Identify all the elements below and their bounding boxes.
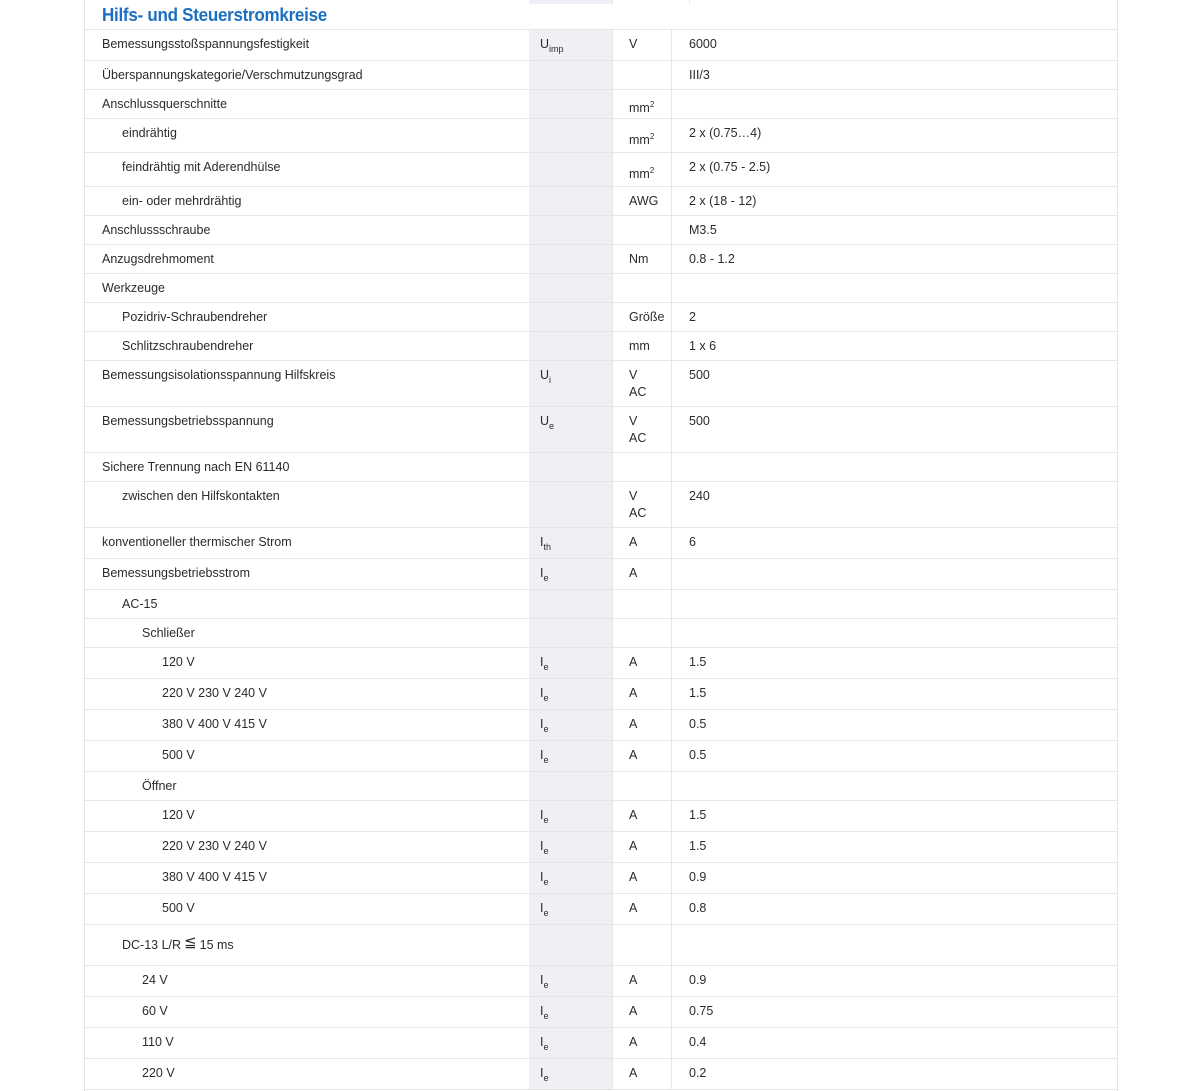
- spec-row: [85, 361, 1117, 407]
- spec-value: 240: [689, 489, 710, 503]
- spec-row: [85, 894, 1117, 925]
- symbol-base: I: [540, 839, 544, 853]
- symbol-subscript: e: [543, 724, 549, 734]
- spec-value: [672, 925, 1117, 965]
- spec-label: [85, 153, 529, 186]
- unit-superscript: 2: [649, 166, 655, 175]
- spec-label-text: 120 V: [162, 808, 195, 822]
- spec-unit: [612, 710, 672, 740]
- spec-unit: [612, 528, 672, 558]
- unit-text: A: [629, 655, 638, 669]
- symbol-subscript: e: [543, 877, 549, 887]
- unit-text: A: [629, 870, 638, 884]
- spec-symbol: [529, 894, 612, 924]
- spec-value: 6000: [689, 37, 717, 51]
- spec-row: [85, 1028, 1117, 1059]
- spec-label-text: Pozidriv-Schraubendreher: [122, 310, 268, 324]
- spec-symbol: [529, 772, 612, 800]
- spec-value: 500: [689, 414, 710, 428]
- spec-label-text: AC-15: [122, 597, 158, 611]
- spec-value: 1 x 6: [689, 339, 717, 353]
- spec-unit: [612, 648, 672, 678]
- symbol-base: I: [540, 686, 544, 700]
- spec-label: [85, 997, 529, 1027]
- spec-label: [85, 30, 529, 60]
- spec-row: [85, 559, 1117, 590]
- spec-row: [85, 119, 1117, 153]
- less-equal-symbol: ≦: [184, 934, 197, 951]
- spec-symbol: [529, 61, 612, 89]
- unit-text: A: [629, 1066, 638, 1080]
- unit-text: mm: [629, 167, 650, 181]
- symbol-base: I: [540, 535, 544, 549]
- symbol-subscript: e: [543, 815, 549, 825]
- spec-unit: [612, 407, 672, 452]
- symbol-subscript: e: [543, 1042, 549, 1052]
- spec-label-text: feindrähtig mit Aderendhülse: [122, 160, 281, 174]
- spec-unit: [612, 119, 672, 152]
- spec-symbol: [529, 528, 612, 558]
- spec-value: 0.5: [689, 717, 707, 731]
- spec-unit: [612, 679, 672, 709]
- spec-label: [85, 61, 529, 89]
- spec-symbol: [529, 741, 612, 771]
- section-header: [85, 0, 1117, 30]
- spec-row: [85, 619, 1117, 648]
- spec-label: [85, 863, 529, 893]
- spec-label-text: Öffner: [142, 779, 177, 793]
- spec-symbol: [529, 1059, 612, 1089]
- unit-superscript: 2: [649, 100, 655, 109]
- spec-label: [85, 1059, 529, 1089]
- spec-symbol: [529, 119, 612, 152]
- spec-value: 0.5: [689, 748, 707, 762]
- unit-text: V AC: [629, 368, 647, 399]
- spec-label: [85, 407, 529, 452]
- spec-symbol: [529, 648, 612, 678]
- spec-label: [85, 619, 529, 647]
- spec-symbol: [529, 245, 612, 273]
- spec-label: [85, 710, 529, 740]
- spec-value: [672, 453, 1117, 481]
- unit-text: A: [629, 748, 638, 762]
- symbol-subscript: e: [543, 755, 549, 765]
- spec-unit: [612, 741, 672, 771]
- spec-unit: [612, 361, 672, 406]
- spec-unit: [612, 772, 672, 800]
- spec-symbol: [529, 1028, 612, 1058]
- spec-label-text: 60 V: [142, 1004, 168, 1018]
- spec-row: [85, 590, 1117, 619]
- spec-unit: [612, 559, 672, 589]
- spec-label-text: 220 V 230 V 240 V: [162, 686, 267, 700]
- spec-symbol: [529, 361, 612, 406]
- spec-unit: [612, 245, 672, 273]
- spec-label: [85, 925, 529, 965]
- unit-text: A: [629, 839, 638, 853]
- symbol-subscript: i: [549, 375, 552, 385]
- spec-value: 2 x (0.75…4): [689, 126, 762, 140]
- spec-label-text: Sichere Trennung nach EN 61140: [102, 460, 290, 474]
- spec-label-text: Schließer: [142, 626, 195, 640]
- spec-symbol: [529, 216, 612, 244]
- spec-symbol: [529, 801, 612, 831]
- symbol-base: U: [540, 368, 550, 382]
- section-title: Hilfs- und Steuerstromkreise: [102, 4, 327, 25]
- unit-text: A: [629, 1004, 638, 1018]
- spec-unit: [612, 303, 672, 331]
- spec-symbol: [529, 619, 612, 647]
- symbol-base: I: [540, 717, 544, 731]
- spec-unit: [612, 153, 672, 186]
- spec-symbol: [529, 332, 612, 360]
- spec-label: [85, 90, 529, 118]
- spec-value: [672, 90, 1117, 118]
- spec-row: [85, 528, 1117, 559]
- spec-value: 1.5: [689, 686, 707, 700]
- symbol-base: I: [540, 973, 544, 987]
- symbol-base: I: [540, 1035, 544, 1049]
- spec-label-text: Überspannungskategorie/Verschmutzungsgrad: [102, 68, 363, 82]
- spec-rows: [85, 30, 1117, 1090]
- spec-symbol: [529, 90, 612, 118]
- unit-text: A: [629, 717, 638, 731]
- symbol-base: I: [540, 870, 544, 884]
- spec-row: [85, 710, 1117, 741]
- spec-value: 2 x (0.75 - 2.5): [689, 160, 771, 174]
- spec-row: [85, 187, 1117, 216]
- spec-label: [85, 894, 529, 924]
- symbol-subscript: e: [543, 980, 549, 990]
- spec-label-text: zwischen den Hilfskontakten: [122, 489, 280, 503]
- spec-label-text: Bemessungsbetriebsstrom: [102, 566, 250, 580]
- spec-symbol: [529, 966, 612, 996]
- spec-symbol: [529, 559, 612, 589]
- spec-label-text: Werkzeuge: [102, 281, 165, 295]
- symbol-subscript: e: [543, 1011, 549, 1021]
- spec-label: [85, 772, 529, 800]
- spec-value: 6: [689, 535, 696, 549]
- spec-unit: [612, 482, 672, 527]
- spec-unit: [612, 619, 672, 647]
- spec-value: [672, 274, 1117, 302]
- spec-value: [672, 590, 1117, 618]
- symbol-subscript: e: [543, 693, 549, 703]
- spec-row: [85, 482, 1117, 528]
- unit-text: V: [629, 37, 638, 51]
- spec-label: [85, 679, 529, 709]
- symbol-subscript: e: [543, 846, 549, 856]
- spec-unit: [612, 453, 672, 481]
- spec-symbol: [529, 407, 612, 452]
- spec-label-text: 380 V 400 V 415 V: [162, 870, 267, 884]
- spec-label-text: Schlitzschraubendreher: [122, 339, 254, 353]
- spec-label-text: 120 V: [162, 655, 195, 669]
- spec-symbol: [529, 997, 612, 1027]
- spec-row: [85, 832, 1117, 863]
- spec-row: [85, 216, 1117, 245]
- spec-value: [672, 772, 1117, 800]
- unit-text: Nm: [629, 252, 649, 266]
- spec-row: [85, 153, 1117, 187]
- unit-text: mm: [629, 101, 650, 115]
- spec-symbol: [529, 863, 612, 893]
- spec-label-text: 380 V 400 V 415 V: [162, 717, 267, 731]
- spec-value: 0.8 - 1.2: [689, 252, 735, 266]
- spec-symbol: [529, 153, 612, 186]
- symbol-base: I: [540, 901, 544, 915]
- spec-symbol: [529, 30, 612, 60]
- spec-label: [85, 332, 529, 360]
- symbol-base: I: [540, 655, 544, 669]
- symbol-base: I: [540, 808, 544, 822]
- spec-label-text: 110 V: [142, 1035, 174, 1049]
- spec-symbol: [529, 925, 612, 965]
- spec-unit: [612, 187, 672, 215]
- unit-text: A: [629, 901, 638, 915]
- spec-row: [85, 245, 1117, 274]
- spec-unit: [612, 274, 672, 302]
- spec-symbol: [529, 274, 612, 302]
- spec-value: 2 x (18 - 12): [689, 194, 757, 208]
- spec-unit: [612, 894, 672, 924]
- spec-unit: [612, 832, 672, 862]
- symbol-subscript: imp: [549, 44, 564, 54]
- spec-symbol: [529, 303, 612, 331]
- spec-unit: [612, 1028, 672, 1058]
- spec-label: [85, 303, 529, 331]
- spec-label: [85, 361, 529, 406]
- spec-unit: [612, 966, 672, 996]
- spec-row: [85, 741, 1117, 772]
- symbol-base: U: [540, 414, 550, 428]
- symbol-base: I: [540, 1004, 544, 1018]
- spec-symbol: [529, 590, 612, 618]
- spec-row: [85, 679, 1117, 710]
- unit-superscript: 2: [649, 132, 655, 141]
- spec-label-text: 24 V: [142, 973, 168, 987]
- spec-row: [85, 648, 1117, 679]
- unit-text: A: [629, 686, 638, 700]
- spec-unit: [612, 1059, 672, 1089]
- spec-label-text: Bemessungsbetriebsspannung: [102, 414, 274, 428]
- unit-text: A: [629, 535, 638, 549]
- spec-symbol: [529, 482, 612, 527]
- spec-value: 0.9: [689, 973, 707, 987]
- unit-text: V AC: [629, 414, 647, 445]
- spec-row: [85, 997, 1117, 1028]
- spec-label: [85, 648, 529, 678]
- spec-row: [85, 407, 1117, 453]
- spec-label-text: DC-13 L/R: [122, 938, 182, 952]
- symbol-subscript: e: [543, 1073, 549, 1083]
- spec-label-text: konventioneller thermischer Strom: [102, 535, 292, 549]
- spec-label: [85, 559, 529, 589]
- spec-row: [85, 332, 1117, 361]
- spec-value: 0.9: [689, 870, 707, 884]
- spec-symbol: [529, 453, 612, 481]
- spec-label: [85, 528, 529, 558]
- spec-label-text: Bemessungsstoßspannungsfestigkeit: [102, 37, 310, 51]
- spec-row: [85, 30, 1117, 61]
- symbol-subscript: e: [543, 662, 549, 672]
- spec-value: 1.5: [689, 839, 707, 853]
- spec-value: 1.5: [689, 655, 707, 669]
- spec-row: [85, 966, 1117, 997]
- spec-label: [85, 482, 529, 527]
- spec-unit: [612, 30, 672, 60]
- spec-value: 0.8: [689, 901, 707, 915]
- spec-label: [85, 274, 529, 302]
- spec-label-text: Bemessungsisolationsspannung Hilfskreis: [102, 368, 336, 382]
- spec-row: [85, 453, 1117, 482]
- spec-label: [85, 216, 529, 244]
- spec-table: [84, 0, 1118, 1091]
- symbol-subscript: e: [543, 573, 549, 583]
- unit-text: A: [629, 1035, 638, 1049]
- spec-label: [85, 832, 529, 862]
- spec-unit: [612, 863, 672, 893]
- spec-unit: [612, 90, 672, 118]
- spec-symbol: [529, 832, 612, 862]
- spec-label-text: ein- oder mehrdrähtig: [122, 194, 242, 208]
- spec-row: [85, 90, 1117, 119]
- symbol-base: U: [540, 37, 550, 51]
- spec-label: [85, 966, 529, 996]
- spec-value: [672, 619, 1117, 647]
- spec-label-text: Anschlussquerschnitte: [102, 97, 228, 111]
- spec-value: 500: [689, 368, 710, 382]
- spec-label-text: 500 V: [162, 748, 195, 762]
- spec-row: [85, 801, 1117, 832]
- spec-label: [85, 453, 529, 481]
- symbol-base: I: [540, 748, 544, 762]
- spec-label-text: Anzugsdrehmoment: [102, 252, 214, 266]
- spec-row: [85, 61, 1117, 90]
- spec-unit: [612, 925, 672, 965]
- spec-value: 1.5: [689, 808, 707, 822]
- spec-value: M3.5: [689, 223, 717, 237]
- symbol-subscript: th: [543, 542, 551, 552]
- spec-row: [85, 863, 1117, 894]
- spec-value: 0.75: [689, 1004, 714, 1018]
- spec-label: [85, 119, 529, 152]
- unit-text: AWG: [629, 194, 659, 208]
- spec-row: [85, 925, 1117, 966]
- spec-unit: [612, 332, 672, 360]
- unit-column-top: [612, 0, 690, 4]
- spec-label: [85, 1028, 529, 1058]
- spec-symbol: [529, 710, 612, 740]
- spec-unit: [612, 590, 672, 618]
- spec-row: [85, 772, 1117, 801]
- spec-label-text: eindrähtig: [122, 126, 177, 140]
- unit-text: Größe: [629, 310, 665, 324]
- spec-label-suffix: 15 ms: [199, 938, 234, 952]
- spec-unit: [612, 997, 672, 1027]
- spec-symbol: [529, 679, 612, 709]
- symbol-base: I: [540, 1066, 544, 1080]
- spec-value: 2: [689, 310, 696, 324]
- spec-symbol: [529, 187, 612, 215]
- spec-label: [85, 741, 529, 771]
- unit-text: mm: [629, 339, 650, 353]
- spec-label-text: 500 V: [162, 901, 195, 915]
- symbol-subscript: e: [543, 908, 549, 918]
- spec-row: [85, 1059, 1117, 1090]
- unit-text: mm: [629, 133, 650, 147]
- spec-value: [672, 559, 1117, 589]
- spec-row: [85, 303, 1117, 332]
- symbol-column-top: [529, 0, 623, 4]
- spec-label-text: 220 V 230 V 240 V: [162, 839, 267, 853]
- unit-text: A: [629, 566, 638, 580]
- spec-label-text: 220 V: [142, 1066, 175, 1080]
- spec-value: III/3: [689, 68, 710, 82]
- unit-text: A: [629, 808, 638, 822]
- spec-label: [85, 245, 529, 273]
- spec-value: 0.2: [689, 1066, 707, 1080]
- spec-row: [85, 274, 1117, 303]
- spec-label: [85, 801, 529, 831]
- spec-unit: [612, 61, 672, 89]
- unit-text: A: [629, 973, 638, 987]
- spec-unit: [612, 801, 672, 831]
- symbol-subscript: e: [549, 421, 555, 431]
- unit-text: V AC: [629, 489, 647, 520]
- symbol-base: I: [540, 566, 544, 580]
- spec-value: 0.4: [689, 1035, 707, 1049]
- spec-unit: [612, 216, 672, 244]
- spec-label-text: Anschlussschraube: [102, 223, 211, 237]
- spec-label: [85, 590, 529, 618]
- spec-label: [85, 187, 529, 215]
